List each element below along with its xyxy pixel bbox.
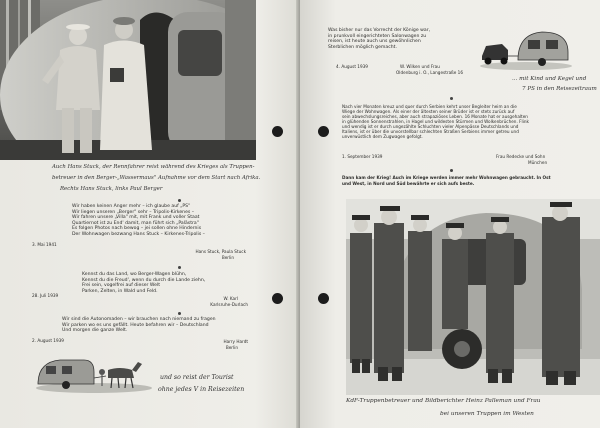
signature-1-name: Hans Stuck, Paula Stuck (195, 249, 246, 254)
poem2-line: Kennst du die Freud', wenn du durch die Lande ziehn, (82, 277, 206, 283)
divider-bullet (178, 312, 181, 315)
right-top-line: in prunkvoll eingerichteten Salonwagen zu (328, 33, 427, 39)
date-1: 3. Mai 1941 (32, 242, 57, 247)
right-script-line1: ... mit Kind und Kegel und (512, 76, 587, 82)
poem1-block (72, 204, 272, 238)
poem2-line: Frei sein, vogelfrei auf dieser Welt (82, 283, 161, 289)
signature-3-place: Berlin (225, 345, 238, 350)
poem1-line: Wir liegen unseren „Berger" sehr – Tripolis-Kirkenes – (72, 209, 195, 215)
date-5: 1. September 1939 (342, 154, 383, 159)
signature-1-place: Berlin (221, 255, 234, 260)
right-top-line: reisen, ist heute auch uns gewöhnlichen (328, 39, 421, 45)
poem3-line: Wir sind die Autonomaden – wir brauchen nach niemand zu fragen (62, 317, 216, 322)
war-line-1: Dann kam der Krieg! Auch im Kriege werden immer mehr Wohnwagen gebraucht. In Ost (342, 175, 551, 180)
binding-hole (272, 126, 283, 137)
poem3-line: Wir parken wo es uns gefällt. Heute befahren wir – Deutschland (62, 322, 209, 328)
soldiers-photo (346, 199, 600, 395)
left-footer-script-line1: und so reist der Tourist (160, 374, 234, 381)
right-photo-caption-line2: bei unseren Truppen im Westen (440, 411, 534, 417)
right-top-line: Was bisher nur das Vorrecht der Könige war, (328, 28, 431, 33)
left-footer-script-line2: ohne jedes V in Reisezeiten (158, 386, 245, 393)
binding-hole (318, 293, 329, 304)
divider-bullet (450, 97, 453, 100)
binding-hole (272, 293, 283, 304)
poem3-block (62, 317, 282, 334)
stuck-berger-photo (0, 0, 256, 160)
right-top-line: Sterblichen möglich gemacht. (328, 44, 397, 50)
trailer-men-illustration (0, 0, 256, 160)
signature-3-name: Harry Hardt (223, 339, 248, 344)
date-2: 28. Juli 1939 (32, 293, 59, 298)
poem1-line: Der Wohnwagen bezwang Hans Stuck – Kirkenes-Tripolis – (72, 231, 205, 237)
signature-5-place: München (528, 160, 548, 165)
poem1-line: Quartiernot ist zu End' damit, man führt sich „Palästra" (72, 220, 199, 226)
divider-bullet (450, 169, 453, 172)
poem3-line: Und morgen die ganze Welt. (62, 328, 128, 334)
right-top-text (328, 28, 478, 50)
right-paragraph (342, 104, 594, 139)
right-script-line2: 7 PS in den Reisezeitraum (522, 86, 597, 92)
right-photo-caption-line1: KdF-Truppenbetreuer und Bildberichter Heinz Palleman und Frau (346, 398, 541, 404)
left-photo-caption-line2: betreuer in den Berger-„Wassermaus" Aufnahme vor dem Start nach Afrika. (52, 175, 261, 181)
poem1-line: Es folgen Photos nach bewog – jei sollen ohne Hindernis (72, 226, 202, 232)
poem1-line: Wir fahren unsere „Villa" mit, mit Frank und voller Staat (72, 215, 200, 221)
left-photo-caption-line3: Rechts Hans Stuck, links Paul Berger (60, 186, 163, 192)
paragraph-line: in glühenden Sonnenstrahlen, in Hagel und wildesten Stürmen und Wolkenbrüchen. Flink (342, 119, 529, 124)
paragraph-line: Italiens, ist er über die unvorstellbar schlechten Straßen Serbiens immer getreu und (342, 129, 519, 134)
paragraph-line: sein abwechslungsreiches, aber auch strapaziöses Leben. 16 Monate hat er ausgehalten (342, 114, 528, 119)
signature-4-place: Oldenburg i. O., Langestraße 16 (396, 70, 464, 75)
left-photo-caption-line1: Auch Hans Stuck, der Rennfahrer reist während des Krieges als Truppen- (52, 164, 255, 170)
binding-hole (318, 126, 329, 137)
right-page (300, 0, 600, 428)
signature-4-name: W. Wilken und Frau (400, 64, 440, 69)
car-trailer-sketch (478, 26, 572, 70)
paragraph-line: Nach vier Monaten kreuz und quer durch Serbien kehrt unser Begleiter heim an die (342, 104, 517, 109)
signature-2-place: Karlsruhe-Durlach (210, 302, 248, 307)
paragraph-line: Wiege der Wohnwagen. Als einer der ältesten seiner Brüder ist er stets zurück auf (342, 109, 515, 114)
divider-bullet (178, 199, 181, 202)
poem1-line: Wir haben keinen Anger mehr – ich glaube auf „PS" (72, 204, 191, 209)
war-line-2: und West, in Nord und Süd bewährte er sich aufs beste. (342, 181, 475, 186)
paragraph-line: unverwüstlich dem Zugwagen gefolgt. (342, 134, 423, 139)
horse-trailer-sketch (34, 348, 154, 394)
poem2-line: Kennst du das Land, wo Berger-Wagen blühn, (82, 272, 187, 277)
poem2-block (82, 272, 272, 294)
poem2-line: Parken, Zelten, in Wald und Feld. (82, 288, 158, 294)
paragraph-line: und wendig ist er durch ungezählte Schluchten vieler Alpenpässe Deutschlands und (342, 124, 519, 129)
date-4: 4. August 1939 (336, 64, 368, 69)
divider-bullet (178, 266, 181, 269)
soldiers-trailer-illustration (346, 199, 600, 395)
signature-5-name: Frau Redecke und Sohn (496, 154, 546, 159)
signature-2-name: W. Karl (223, 296, 238, 301)
date-3: 2. August 1939 (32, 338, 64, 343)
